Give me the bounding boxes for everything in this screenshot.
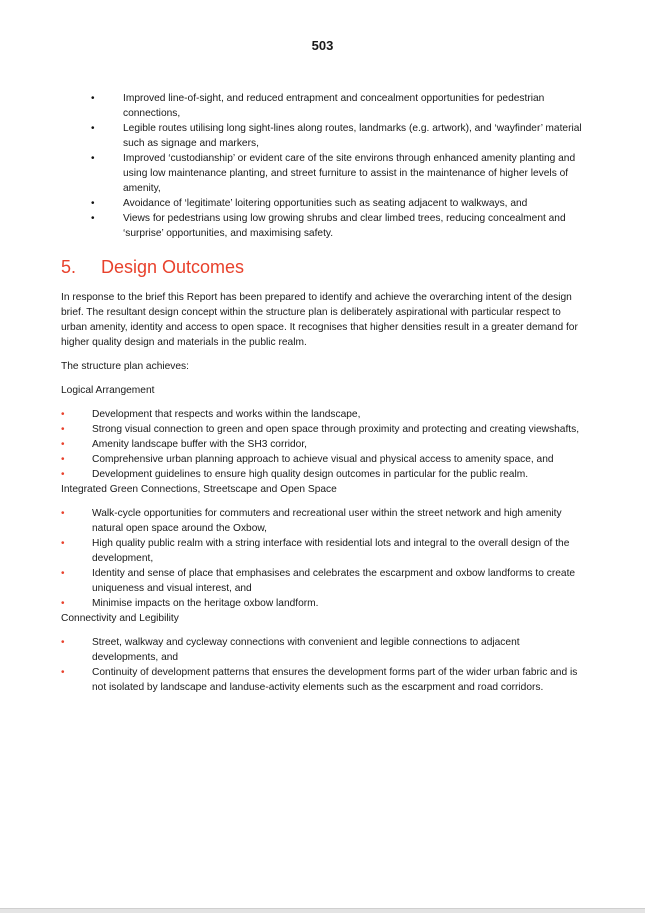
list-item-text: Identity and sense of place that emphasises and celebrates the escarpment and oxbow landforms to create uniqueness and visual interest, and	[92, 568, 576, 594]
list-item-text: Avoidance of ‘legitimate’ loitering opportunities such as seating adjacent to walkways, and	[123, 198, 528, 209]
bullet-icon: •	[91, 123, 95, 134]
red-bullet-icon: •	[61, 469, 65, 480]
red-bullet-icon: •	[61, 538, 65, 549]
connectivity-list	[61, 635, 585, 695]
list-item	[61, 536, 585, 566]
logical-arrangement-list	[61, 407, 585, 482]
group-heading-logical-arrangement: Logical Arrangement	[61, 385, 155, 396]
list-item-text: Strong visual connection to green and open space through proximity and protecting and creating viewshafts,	[92, 424, 580, 435]
list-item-text: Continuity of development patterns that ensures the development forms part of the wider urban fabric and is not isolated by landscape and landuse-activity elements such as the escarpment and road corridors.	[92, 667, 578, 693]
red-bullet-icon: •	[61, 409, 65, 420]
list-item	[61, 437, 585, 452]
red-bullet-icon: •	[61, 439, 65, 450]
red-bullet-icon: •	[61, 508, 65, 519]
section-heading	[61, 256, 585, 278]
list-item	[61, 196, 585, 211]
section-number: 5.	[61, 257, 77, 277]
list-item-text: Minimise impacts on the heritage oxbow landform.	[92, 598, 319, 609]
list-item	[61, 211, 585, 241]
green-connections-list	[61, 506, 585, 611]
bullet-icon: •	[91, 198, 95, 209]
list-item	[61, 665, 585, 695]
group-heading-connectivity: Connectivity and Legibility	[61, 613, 179, 624]
list-item-text: Improved ‘custodianship’ or evident care of the site environs through enhanced amenity planting and using low maintenance planting, and street furniture to assist in the maintenance of higher levels of amenity,	[123, 153, 576, 194]
list-item-text: Comprehensive urban planning approach to achieve visual and physical access to amenity space, and	[92, 454, 554, 465]
red-bullet-icon: •	[61, 637, 65, 648]
page-content	[61, 91, 585, 695]
list-item	[61, 452, 585, 467]
list-item	[61, 407, 585, 422]
intro-paragraph: In response to the brief this Report has been prepared to identify and achieve the overarching intent of the design brief. The resultant design concept within the structure plan is deliberately aspirational with particular respect to urban amenity, identity and access to open space. It recognises that higher densities result in a greater demand for higher quality design and materials in the public realm.	[61, 292, 578, 348]
red-bullet-icon: •	[61, 424, 65, 435]
list-item-text: High quality public realm with a string interface with residential lots and integral to the overall design of the development,	[92, 538, 570, 564]
list-item-text: Street, walkway and cycleway connections with convenient and legible connections to adjacent developments, and	[92, 637, 520, 663]
list-item-text: Legible routes utilising long sight-lines along routes, landmarks (e.g. artwork), and ‘wayfinder’ material such as signage and markers,	[123, 123, 582, 149]
list-item	[61, 422, 585, 437]
list-item-text: Improved line-of-sight, and reduced entrapment and concealment opportunities for pedestrian connections,	[123, 93, 545, 119]
list-item	[61, 566, 585, 596]
list-item-text: Walk-cycle opportunities for commuters and recreational user within the street network and high amenity natural open space around the Oxbow,	[92, 508, 562, 534]
list-item	[61, 596, 585, 611]
lead-in-paragraph: The structure plan achieves:	[61, 361, 189, 372]
red-bullet-icon: •	[61, 598, 65, 609]
bullet-icon: •	[91, 93, 95, 104]
red-bullet-icon: •	[61, 568, 65, 579]
list-item	[61, 121, 585, 151]
list-item	[61, 635, 585, 665]
page-number: 503	[311, 38, 334, 53]
list-item	[61, 151, 585, 196]
list-item-text: Views for pedestrians using low growing shrubs and clear limbed trees, reducing concealment and ‘surprise’ opportunities, and maximising safety.	[123, 213, 566, 239]
section-title: Design Outcomes	[101, 257, 245, 277]
list-item-text: Development that respects and works within the landscape,	[92, 409, 361, 420]
page-bottom-edge	[0, 908, 645, 913]
group-heading-green-connections: Integrated Green Connections, Streetscape and Open Space	[61, 484, 337, 495]
red-bullet-icon: •	[61, 667, 65, 678]
bullet-icon: •	[91, 213, 95, 224]
list-item	[61, 467, 585, 482]
top-bullet-list	[61, 91, 585, 241]
red-bullet-icon: •	[61, 454, 65, 465]
list-item-text: Development guidelines to ensure high quality design outcomes in particular for the public realm.	[92, 469, 529, 480]
list-item-text: Amenity landscape buffer with the SH3 corridor,	[92, 439, 307, 450]
list-item	[61, 91, 585, 121]
list-item	[61, 506, 585, 536]
bullet-icon: •	[91, 153, 95, 164]
